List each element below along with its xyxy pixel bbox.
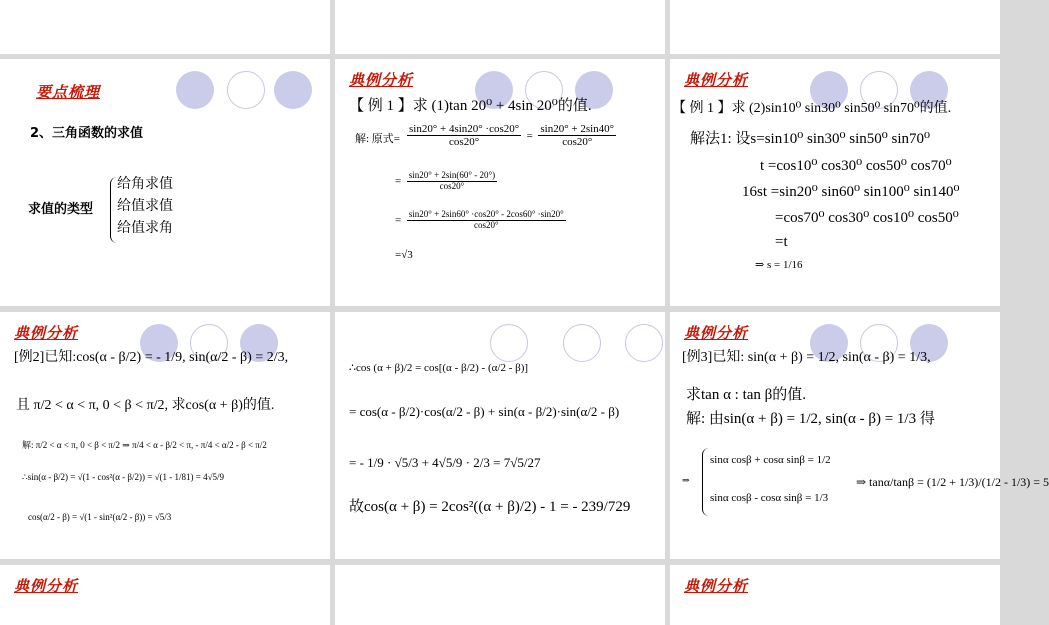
- fraction-numerator: sin20° + 4sin20° ·cos20°: [409, 123, 520, 135]
- example-statement: 且 π/2 < α < π, 0 < β < π/2, 求cos(α + β)的值.: [16, 398, 275, 413]
- slide-header: 典例分析: [14, 324, 79, 342]
- example-statement: [例2]已知:cos(α - β/2) = - 1/9, sin(α/2 - β) = 2/3,: [14, 350, 289, 365]
- slide-example-1-part1[interactable]: 典例分析 【 例 1 】求 (1)tan 20⁰ + 4sin 20⁰的值. 解: 原式= $\frac{\sin 20^\circ + 4\sin 20^\circ \cdot\cos 20^\circ}{\cos 20^\circ}$ = $\frac{\sin 20^\circ + 2\sin 40^\circ}{\cos 20^\circ}$ = $\frac{\sin 20^\circ + 2\sin(60^\circ - 20^\circ)}{\cos 20^\circ}$ = $\frac{\sin 20^\circ + 2\sin 60^\circ \cdot\cos 20^\circ - 2\cos 60^\circ \cdot\sin 20^\circ}{\cos 20^\circ}$ =√3: [335, 59, 665, 306]
- fraction-denominator: cos20°: [473, 219, 499, 230]
- example-title: [672, 101, 951, 118]
- solution-line: = - 1/9 · √5/3 + 4√5/9 · 2/3 = 7√5/27: [349, 455, 541, 470]
- slide-top-left: [0, 0, 330, 54]
- solution-line: 解法1: 设s=sin10⁰ sin30⁰ sin50⁰ sin70⁰: [690, 131, 931, 147]
- solution-line: 解: 由sin(α + β) = 1/2, sin(α - β) = 1/3 得: [686, 411, 935, 427]
- example-statement: 求tan α : tan β的值.: [686, 387, 807, 403]
- example-label: 【 例 1 】求: [672, 101, 746, 116]
- decor-circle: [274, 71, 312, 109]
- fraction-numerator: sin20° + 2sin60° ·cos20° - 2cos60° ·sin20°: [408, 209, 564, 219]
- slide-header: 典例分析: [684, 71, 749, 89]
- type-item: 给值求值: [117, 199, 173, 214]
- decor-circle: [563, 324, 601, 362]
- decor-circle: [176, 71, 214, 109]
- solution-line: 16st =sin20⁰ sin60⁰ sin100⁰ sin140⁰: [742, 184, 960, 200]
- slide-example-1-part2[interactable]: [670, 59, 1000, 306]
- type-item: 给值求角: [117, 221, 173, 236]
- equation: sinα cosβ + cosα sinβ = 1/2: [710, 454, 831, 466]
- slide-bottom-right: [670, 565, 1000, 625]
- solution-line: =cos70⁰ cos30⁰ cos10⁰ cos50⁰: [775, 210, 959, 226]
- slide-header: 典例分析: [14, 577, 79, 595]
- solution-line: = cos(α - β/2)·cos(α/2 - β) + sin(α - β/2)·sin(α/2 - β): [349, 404, 620, 419]
- section-title: 2、三角函数的求值: [30, 126, 144, 141]
- example-expression: (1)tan 20⁰ + 4sin 20⁰的值.: [431, 98, 592, 114]
- implies-arrow: ⇒: [682, 475, 690, 485]
- brace: [110, 177, 117, 243]
- example-statement: [例3]已知: sin(α + β) = 1/2, sin(α - β) = 1/3,: [682, 350, 931, 365]
- slide-header: 典例分析: [349, 71, 414, 89]
- fraction-denominator: cos20°: [439, 180, 465, 191]
- solution-line: =t: [775, 234, 788, 250]
- solution-label: 解: 原式=: [355, 133, 401, 145]
- solution-line: t =cos10⁰ cos30⁰ cos50⁰ cos70⁰: [760, 158, 952, 174]
- type-item: 给角求值: [117, 177, 173, 192]
- fraction-numerator: sin20° + 2sin40°: [540, 123, 615, 135]
- slide-header: 要点梳理: [36, 83, 101, 101]
- decor-circle: [490, 324, 528, 362]
- example-expression: (2)sin10⁰ sin30⁰ sin50⁰ sin70⁰的值.: [749, 101, 952, 116]
- slide-example-3[interactable]: [670, 312, 1049, 559]
- solution-line: 解: π/2 < α < π, 0 < β < π/2 ⇒ π/4 < α - β/2 < π, - π/4 < α/2 - β < π/2: [22, 440, 267, 450]
- slide-key-points[interactable]: [0, 59, 330, 306]
- solution-line: 故cos(α + β) = 2cos²((α + β)/2) - 1 = - 239/729: [349, 499, 631, 515]
- slide-example-2-continued[interactable]: [335, 312, 665, 559]
- types-label: 求值的类型: [28, 202, 94, 217]
- slide-example-2[interactable]: [0, 312, 330, 559]
- solution-line: ∴cos (α + β)/2 = cos[(α - β/2) - (α/2 - β)]: [349, 362, 529, 374]
- decor-circle: [227, 71, 265, 109]
- example-label: 【 例 1 】求: [349, 98, 428, 114]
- slide-header: 典例分析: [684, 577, 749, 595]
- brace: [702, 448, 709, 516]
- result: ⇒ tanα/tanβ = (1/2 + 1/3)/(1/2 - 1/3) = 5: [856, 475, 1049, 489]
- result: =√3: [395, 249, 413, 261]
- fraction-denominator: cos20°: [449, 136, 480, 149]
- decor-circle: [625, 324, 663, 362]
- fraction-denominator: cos20°: [562, 136, 593, 149]
- slide-top-right: [670, 0, 1000, 54]
- solution-line: ∴sin(α - β/2) = √(1 - cos²(α - β/2)) = √(1 - 1/81) = 4√5/9: [22, 472, 225, 482]
- slide-bottom-middle: [335, 565, 665, 625]
- example-title: [349, 97, 592, 115]
- equation: sinα cosβ - cosα sinβ = 1/3: [710, 492, 829, 504]
- result: ⇒ s = 1/16: [755, 259, 803, 271]
- slide-header: 典例分析: [684, 324, 749, 342]
- slide-bottom-left: [0, 565, 330, 625]
- solution-line: cos(α/2 - β) = √(1 - sin²(α/2 - β)) = √5/3: [28, 512, 172, 522]
- fraction-numerator: sin20° + 2sin(60° - 20°): [408, 170, 496, 180]
- slide-top-middle: [335, 0, 665, 54]
